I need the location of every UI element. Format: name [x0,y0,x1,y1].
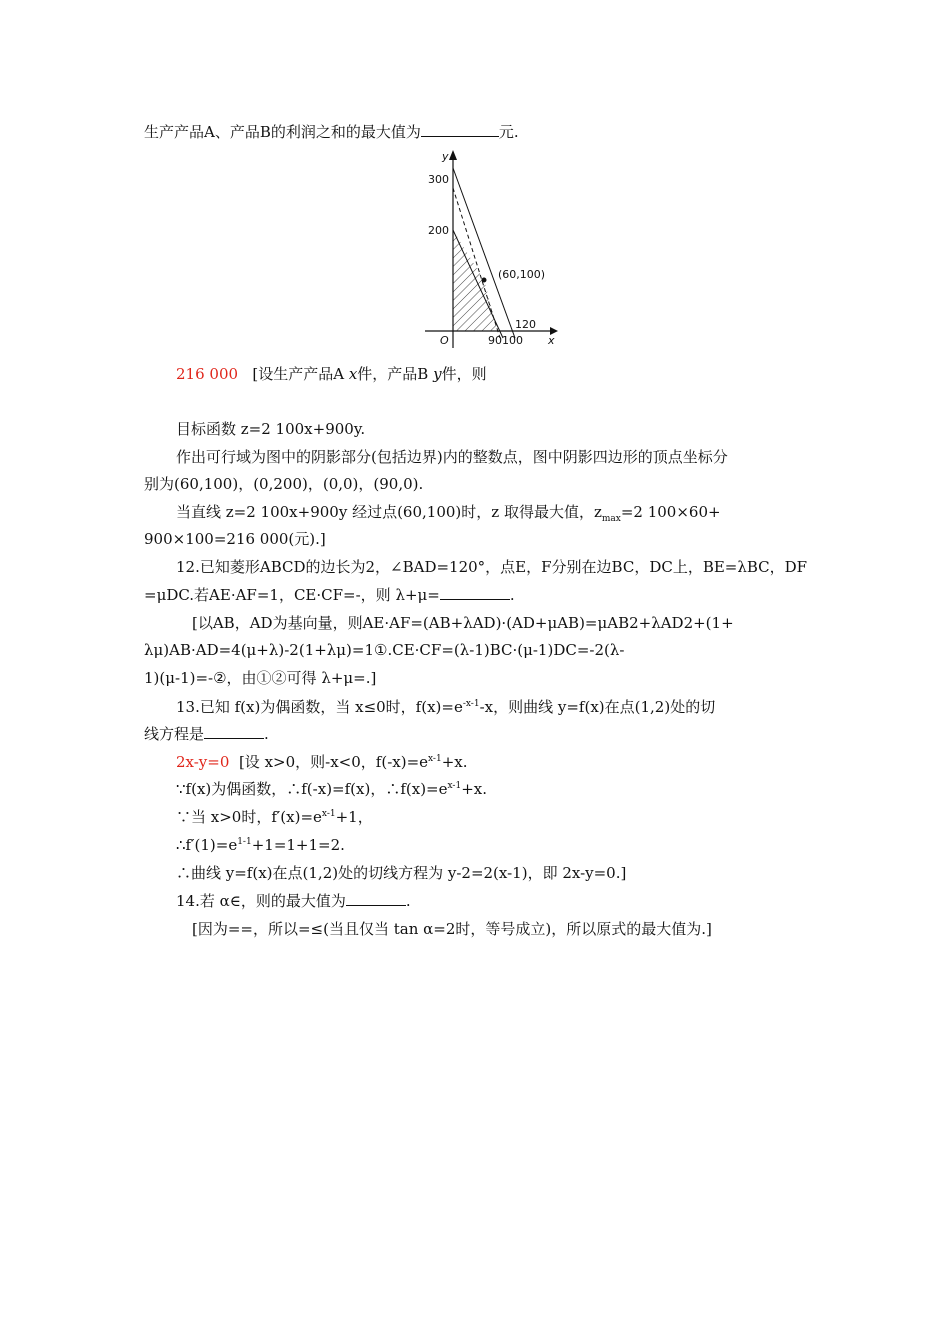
q13-question-text: 线方程是 [144,725,205,743]
q11-line5-part2: =2 100×60+ [620,503,721,521]
q11-answer-blank [421,122,499,137]
q13-sol3-part2: +1， [335,808,373,826]
y-axis-arrow [449,150,457,160]
q13-line1-part1: 13.已知 f(x)为偶函数，当 x≤0时，f(x)=e [176,698,463,716]
q12-solution-line3: 1)(μ-1)=-②，由①②可得 λ+μ=.] [144,669,377,687]
x-tick-100: 100 [502,334,523,347]
q14-period: . [405,892,411,910]
q13-solution-line4 [176,835,345,855]
x-axis-label: x [548,334,555,347]
q12-solution-line2: λμ)AB·AD=4(μ+λ)-2(1+λμ)=1①.CE·CF=(λ-1)BC·(μ-1)DC=-2(λ- [144,641,625,659]
q11-question-text: 生产产品A、产品B的利润之和的最大值为 [144,123,421,141]
q13-solution-line3 [176,807,373,827]
q13-solution-line5: ∴曲线 y=f(x)在点(1,2)处的切线方程为 y-2=2(x-1)，即 2x-y=0.] [176,864,627,882]
q13-period: . [264,725,269,743]
feasible-region-graph [410,148,570,353]
q13-sol1-part1: [设 x>0，则-x<0，f(-x)=e [238,753,429,771]
q11-solution-line3: 作出可行域为图中的阴影部分(包括边界)内的整数点，图中阴影四边形的顶点坐标分 [176,448,728,466]
q12-period: . [509,586,515,604]
optimal-point [482,278,487,283]
q11-zmax-sub: max [601,514,621,524]
q13-sol1-exponent: x-1 [428,754,442,764]
q13-answer-blank [204,724,264,739]
q13-sol2-exponent: x-1 [447,781,462,791]
q13-sol3-exponent: x-1 [321,809,336,819]
point-label: (60,100) [498,268,546,281]
q14-question-line [176,891,411,911]
q11-solution-line5 [176,502,721,522]
q13-sol4-part2: +1=1+1=2. [251,836,345,854]
y-tick-300: 300 [428,173,449,186]
q13-line1-part2: -x，则曲线 y=f(x)在点(1,2)处的切 [479,698,716,716]
q12-question-line1: 12.已知菱形ABCD的边长为2，∠BAD=120°，点E，F分别在边BC，DC上，BE=λBC，DF [176,558,808,576]
q13-sol4-exponent: 1-1 [237,837,252,847]
q11-var-x: x [348,365,358,383]
q11-answer: 216 000 [176,365,239,383]
q11-sol-end: 件，则 [441,365,487,383]
q13-sol2-part1: ∵f(x)为偶函数，∴f(-x)=f(x)，∴f(x)=e [176,780,448,798]
y-tick-200: 200 [428,224,449,237]
q13-sol1-part2: +x. [441,753,468,771]
q13-exponent: -x-1 [462,699,480,709]
q11-unit: 元. [498,123,519,141]
y-axis-label: y [442,150,449,163]
q14-question-text: 14.若 α∈，则的最大值为 [176,892,346,910]
q13-question-line2 [144,724,269,744]
q12-question-text: =μDC.若AE·AF=1，CE·CF=-，则 λ+μ= [144,586,440,604]
q13-sol3-part1: ∵当 x>0时，f′(x)=e [176,808,322,826]
q12-question-line2 [144,585,515,605]
q13-solution-line2 [176,779,487,799]
q11-solution-line1 [176,364,487,384]
q11-solution-line2: 目标函数 z=2 100x+900y. [176,420,366,438]
q13-solution-line1 [176,752,468,772]
q11-question-tail [144,122,519,142]
q11-line5-part1: 当直线 z=2 100x+900y 经过点(60,100)时，z 取得最大值，z [176,503,602,521]
q11-solution-line4: 别为(60,100)，(0,200)，(0,0)，(90,0). [144,475,424,493]
q11-sol-start: [设生产产品A [252,365,349,383]
q13-answer: 2x-y=0 [176,753,230,771]
q11-var-y: y [433,365,442,383]
q13-sol2-part2: +x. [461,780,487,798]
q13-question-line1 [176,697,715,717]
origin-label: O [440,334,449,347]
q11-solution-line6: 900×100=216 000(元).] [144,530,326,548]
q13-sol4-part1: ∴f′(1)=e [176,836,238,854]
q11-sol-mid: 件，产品B [357,365,434,383]
q12-answer-blank [440,585,510,600]
q12-solution-line1: [以AB，AD为基向量，则AE·AF=(AB+λAD)·(AD+μAB)=μAB2+λAD2+(1+ [192,614,734,632]
q14-solution-line: [因为==，所以=≤(当且仅当 tan α=2时，等号成立)，所以原式的最大值为.] [192,920,712,938]
q14-answer-blank [346,891,406,906]
x-tick-120: 120 [515,318,536,331]
x-tick-90: 90 [488,334,502,347]
